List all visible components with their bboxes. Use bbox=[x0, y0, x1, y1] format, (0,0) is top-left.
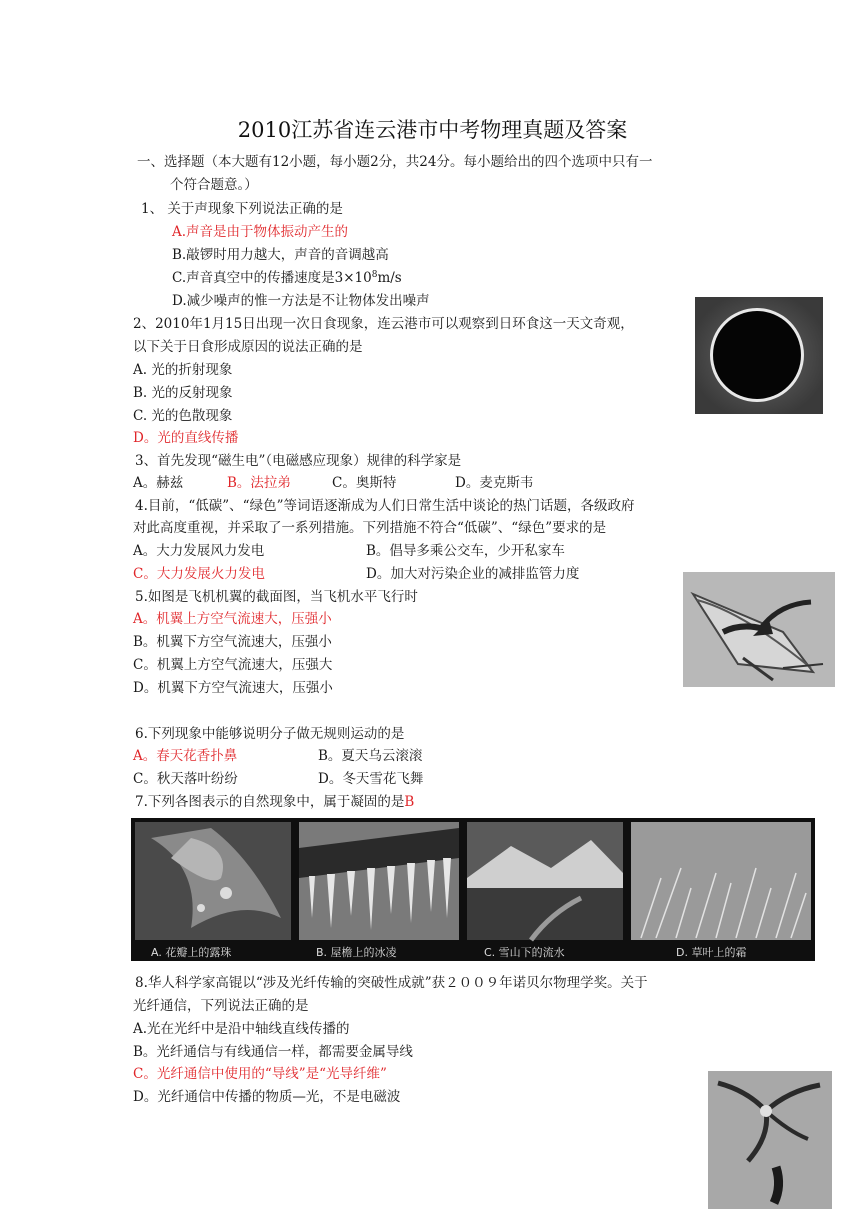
q1-option-c-exponent: 8 bbox=[371, 270, 378, 280]
section-heading-line-2: 个符合题意。） bbox=[170, 177, 258, 193]
q7-caption-a: A. 花瓣上的露珠 bbox=[151, 946, 232, 959]
q2-option-d: D。光的直线传播 bbox=[133, 430, 239, 446]
q3-option-a: A。赫兹 bbox=[133, 475, 184, 491]
q4-stem-line-2: 对此高度重视，并采取了一系列措施。下列措施不符合“低碳”、“绿色”要求的是 bbox=[133, 520, 607, 536]
q4-option-d: D。加大对污染企业的减排监管力度 bbox=[366, 566, 580, 582]
q6-option-a: A。春天花香扑鼻 bbox=[133, 748, 238, 764]
q4-stem-line-1: 4.目前，“低碳”、“绿色”等词语逐渐成为人们日常生活中谈论的热门话题，各级政府 bbox=[135, 498, 635, 514]
q5-option-b: B。机翼下方空气流速大，压强小 bbox=[133, 634, 332, 650]
solar-eclipse-photo bbox=[695, 297, 823, 414]
q7-stem-text: 7.下列各图表示的自然现象中，属于凝固的是 bbox=[135, 794, 405, 810]
q4-option-a: A。大力发展风力发电 bbox=[133, 543, 265, 559]
optical-fiber-photo bbox=[708, 1071, 832, 1209]
icicles-on-eaves-photo bbox=[299, 822, 459, 940]
q5-stem: 5.如图是飞机机翼的截面图，当飞机水平飞行时 bbox=[135, 589, 418, 605]
q6-stem: 6.下列现象中能够说明分子做无规则运动的是 bbox=[135, 726, 405, 742]
meltwater-below-snow-mountain-photo bbox=[467, 822, 623, 940]
q6-option-b: B。夏天乌云滚滚 bbox=[318, 748, 423, 764]
q8-option-b: B。光纤通信与有线通信一样，都需要金属导线 bbox=[133, 1044, 413, 1060]
q7-answer: B bbox=[404, 794, 415, 810]
q7-caption-c: C. 雪山下的流水 bbox=[484, 946, 565, 959]
dew-on-petal-photo bbox=[135, 822, 291, 940]
q2-option-a: A. 光的折射现象 bbox=[133, 362, 233, 378]
q5-option-c: C。机翼上方空气流速大，压强大 bbox=[133, 657, 333, 673]
q7-stem bbox=[135, 792, 414, 812]
q8-option-a: A.光在光纤中是沿中轴线直线传播的 bbox=[133, 1021, 350, 1037]
section-heading-line-1: 一、选择题（本大题有12小题，每小题2分，共24分。每小题给出的四个选项中只有一 bbox=[137, 154, 653, 170]
q1-option-c bbox=[172, 268, 402, 288]
q5-option-d: D。机翼下方空气流速大，压强小 bbox=[133, 680, 333, 696]
q1-option-c-unit: m/s bbox=[377, 270, 402, 286]
q7-caption-b: B. 屋檐上的冰凌 bbox=[316, 946, 397, 959]
q1-option-b: B.敲锣时用力越大，声音的音调越高 bbox=[172, 247, 389, 263]
q2-stem-line-1: 2、2010年1月15日出现一次日食现象，连云港市可以观察到日环食这一天文奇观， bbox=[133, 316, 634, 332]
q2-option-c: C. 光的色散现象 bbox=[133, 408, 233, 424]
q1-option-d: D.减少噪声的惟一方法是不让物体发出噪声 bbox=[172, 293, 430, 309]
q3-stem: 3、首先发现“磁生电”（电磁感应现象）规律的科学家是 bbox=[135, 453, 462, 469]
natural-phenomena-photo-strip bbox=[131, 818, 815, 961]
q3-option-c: C。奥斯特 bbox=[332, 475, 397, 491]
frost-on-grass-photo bbox=[631, 822, 811, 940]
q1-option-c-text: C.声音真空中的传播速度是3×10 bbox=[172, 270, 372, 286]
q1-stem: 1、 关于声现象下列说法正确的是 bbox=[141, 201, 343, 217]
q4-option-c: C。大力发展火力发电 bbox=[133, 566, 265, 582]
q8-option-c: C。光纤通信中使用的“导线”是“光导纤维” bbox=[133, 1066, 387, 1082]
q8-option-d: D。光纤通信中传播的物质—光，不是电磁波 bbox=[133, 1089, 401, 1105]
page-title: 2010江苏省连云港市中考物理真题及答案 bbox=[237, 118, 628, 142]
q8-stem-line-2: 光纤通信，下列说法正确的是 bbox=[133, 998, 309, 1014]
q7-caption-d: D. 草叶上的霜 bbox=[676, 946, 747, 959]
q3-option-b: B。法拉弟 bbox=[227, 475, 291, 491]
q8-stem-line-1: 8.华人科学家高锟以“涉及光纤传输的突破性成就”获２００９年诺贝尔物理学奖。关于 bbox=[135, 975, 648, 991]
q3-option-d: D。麦克斯韦 bbox=[455, 475, 534, 491]
q6-option-c: C。秋天落叶纷纷 bbox=[133, 771, 238, 787]
q2-stem-line-2: 以下关于日食形成原因的说法正确的是 bbox=[133, 339, 363, 355]
q5-option-a: A。机翼上方空气流速大，压强小 bbox=[133, 611, 332, 627]
q6-option-d: D。冬天雪花飞舞 bbox=[318, 771, 424, 787]
q4-option-b: B。倡导多乘公交车，少开私家车 bbox=[366, 543, 565, 559]
q1-option-a: A.声音是由于物体振动产生的 bbox=[172, 224, 349, 240]
q2-option-b: B. 光的反射现象 bbox=[133, 385, 233, 401]
airplane-wing-photo bbox=[683, 572, 835, 687]
